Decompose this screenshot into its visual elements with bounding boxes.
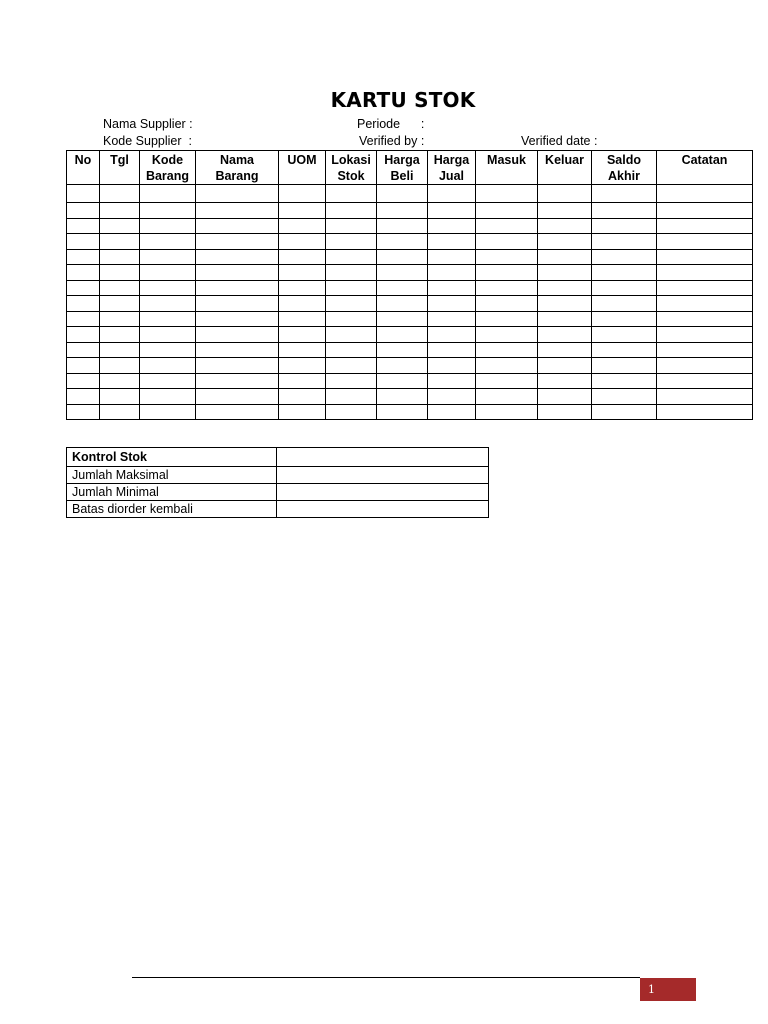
kontrol-header-label: Kontrol Stok [67,448,277,467]
stock-table-header-row [67,151,753,185]
stock-table-cell[interactable] [476,358,538,374]
stock-table-cell[interactable] [100,249,140,265]
stock-table-cell[interactable] [657,389,753,405]
kontrol-header-row [67,448,489,467]
stock-table-cell[interactable] [326,185,377,203]
stock-table-cell[interactable] [67,185,100,203]
stock-table-cell[interactable] [377,265,428,281]
kontrol-row-label: Jumlah Minimal [67,484,277,501]
stock-table-cell[interactable] [657,185,753,203]
stock-table-cell[interactable] [657,234,753,250]
stock-table-cell[interactable] [279,404,326,420]
stock-table-cell[interactable] [67,265,100,281]
stock-table-cell[interactable] [538,185,592,203]
stock-table-cell[interactable] [538,358,592,374]
stock-table-cell[interactable] [657,296,753,312]
stock-table-cell[interactable] [196,249,279,265]
stock-table-cell[interactable] [592,358,657,374]
stock-table-cell[interactable] [476,311,538,327]
stock-table-cell[interactable] [100,265,140,281]
stock-table-cell[interactable] [326,327,377,343]
stock-table-cell[interactable] [140,218,196,234]
stock-table-cell[interactable] [377,311,428,327]
stock-table-cell[interactable] [196,218,279,234]
stock-table-cell[interactable] [538,203,592,219]
kode-supplier-label: Kode Supplier : [103,134,192,148]
header-keluar: Keluar [538,151,592,185]
stock-table-cell[interactable] [326,280,377,296]
stock-table-cell[interactable] [592,373,657,389]
stock-table-cell[interactable] [592,280,657,296]
header-tgl: Tgl [100,151,140,185]
stock-table-cell[interactable] [67,327,100,343]
stock-table-cell[interactable] [67,203,100,219]
stock-table-cell[interactable] [100,327,140,343]
stock-table-cell[interactable] [476,280,538,296]
stock-table-cell[interactable] [428,234,476,250]
stock-table-cell[interactable] [657,327,753,343]
kontrol-stok-table [66,447,489,518]
stock-table-cell[interactable] [428,296,476,312]
header-catatan: Catatan [657,151,753,185]
stock-table-cell[interactable] [538,249,592,265]
stock-table-cell[interactable] [592,185,657,203]
stock-table-cell[interactable] [592,234,657,250]
stock-table-cell[interactable] [140,234,196,250]
stock-table-cell[interactable] [100,280,140,296]
stock-table-cell[interactable] [326,404,377,420]
stock-table-cell[interactable] [100,389,140,405]
stock-table-cell[interactable] [140,185,196,203]
stock-table-cell[interactable] [476,389,538,405]
stock-table-cell[interactable] [326,203,377,219]
stock-table-cell[interactable] [326,234,377,250]
stock-table-cell[interactable] [592,342,657,358]
stock-table-row [67,185,753,203]
kontrol-row-value[interactable] [277,467,489,484]
stock-table-cell[interactable] [428,280,476,296]
stock-table-cell[interactable] [657,249,753,265]
stock-table-cell[interactable] [476,404,538,420]
stock-table-cell[interactable] [67,234,100,250]
stock-table-cell[interactable] [326,358,377,374]
header-harga-jual: Harga Jual [428,151,476,185]
header-harga-beli: Harga Beli [377,151,428,185]
stock-table-cell[interactable] [140,265,196,281]
stock-table-cell[interactable] [196,389,279,405]
stock-table-cell[interactable] [377,185,428,203]
stock-table-cell[interactable] [67,311,100,327]
stock-table-cell[interactable] [100,311,140,327]
stock-table-cell[interactable] [538,218,592,234]
stock-table-cell[interactable] [279,218,326,234]
verified-by-label: Verified by : [359,134,425,148]
stock-table-cell[interactable] [428,327,476,343]
stock-table-cell[interactable] [326,218,377,234]
stock-table-cell[interactable] [140,404,196,420]
stock-table-cell[interactable] [657,358,753,374]
stock-table-cell[interactable] [592,265,657,281]
stock-table-cell[interactable] [657,404,753,420]
stock-table-cell[interactable] [428,358,476,374]
stock-table-cell[interactable] [428,218,476,234]
stock-table-cell[interactable] [279,234,326,250]
stock-table-cell[interactable] [538,280,592,296]
stock-table-cell[interactable] [196,234,279,250]
kontrol-row-value[interactable] [277,484,489,501]
stock-table-cell[interactable] [476,342,538,358]
stock-table-cell[interactable] [377,389,428,405]
stock-table-cell[interactable] [279,265,326,281]
stock-table-cell[interactable] [476,296,538,312]
header-lokasi-stok: Lokasi Stok [326,151,377,185]
stock-table-cell[interactable] [326,389,377,405]
stock-table-cell[interactable] [279,296,326,312]
stock-table-cell[interactable] [476,234,538,250]
stock-table-cell[interactable] [140,327,196,343]
stock-table-cell[interactable] [279,203,326,219]
stock-table-cell[interactable] [592,203,657,219]
stock-table-cell[interactable] [657,203,753,219]
stock-table-cell[interactable] [657,342,753,358]
stock-table-cell[interactable] [377,358,428,374]
stock-table-cell[interactable] [657,311,753,327]
stock-table-cell[interactable] [538,265,592,281]
stock-table-cell[interactable] [326,342,377,358]
stock-table-cell[interactable] [140,358,196,374]
stock-table-cell[interactable] [538,327,592,343]
stock-table-row [67,311,753,327]
stock-table-cell[interactable] [428,203,476,219]
stock-table-cell[interactable] [279,373,326,389]
stock-table-cell[interactable] [377,373,428,389]
stock-table-cell[interactable] [377,234,428,250]
stock-table-cell[interactable] [538,311,592,327]
stock-table-cell[interactable] [279,311,326,327]
stock-table-cell[interactable] [538,389,592,405]
kontrol-row [67,484,489,501]
stock-table-cell[interactable] [67,342,100,358]
stock-table-cell[interactable] [196,296,279,312]
stock-table-cell[interactable] [279,358,326,374]
stock-table-cell[interactable] [140,311,196,327]
stock-table-cell[interactable] [196,373,279,389]
stock-table-cell[interactable] [592,311,657,327]
stock-table-row [67,358,753,374]
header-no: No [67,151,100,185]
footer-divider [132,977,640,978]
stock-table-cell[interactable] [140,203,196,219]
stock-table-cell[interactable] [428,185,476,203]
stock-table-cell[interactable] [140,280,196,296]
stock-table-cell[interactable] [428,342,476,358]
stock-table-row [67,249,753,265]
stock-table-cell[interactable] [196,265,279,281]
nama-supplier-label: Nama Supplier : [103,117,193,131]
stock-table-cell[interactable] [592,249,657,265]
stock-table-cell[interactable] [196,311,279,327]
stock-table-cell[interactable] [428,373,476,389]
stock-table-cell[interactable] [428,249,476,265]
stock-table-cell[interactable] [657,265,753,281]
stock-table-cell[interactable] [140,389,196,405]
stock-table-cell[interactable] [67,296,100,312]
stock-table-row [67,373,753,389]
stock-table-cell[interactable] [279,327,326,343]
stock-table-cell[interactable] [326,265,377,281]
stock-table-cell[interactable] [538,404,592,420]
stock-table-row [67,234,753,250]
stock-table-cell[interactable] [538,234,592,250]
stock-table-cell[interactable] [67,389,100,405]
stock-table-cell[interactable] [279,249,326,265]
stock-table-cell[interactable] [196,404,279,420]
stock-table-cell[interactable] [592,389,657,405]
stock-table-cell[interactable] [476,218,538,234]
stock-table-row [67,203,753,219]
stock-table-cell[interactable] [377,249,428,265]
stock-table-cell[interactable] [377,296,428,312]
stock-table-cell[interactable] [100,358,140,374]
page-number-badge: 1 [640,978,696,1001]
header-saldo-akhir: Saldo Akhir [592,151,657,185]
stock-table-cell[interactable] [67,280,100,296]
stock-table-row [67,218,753,234]
kontrol-row [67,501,489,518]
verified-date-label: Verified date : [521,134,598,148]
stock-card-table [66,150,753,420]
stock-table-cell[interactable] [326,373,377,389]
stock-table-cell[interactable] [326,311,377,327]
kontrol-row-label: Batas diorder kembali [67,501,277,518]
stock-table-cell[interactable] [67,373,100,389]
stock-table-cell[interactable] [377,203,428,219]
stock-table-row [67,280,753,296]
stock-table-cell[interactable] [100,373,140,389]
stock-table-cell[interactable] [100,218,140,234]
stock-table-cell[interactable] [476,265,538,281]
stock-table-cell[interactable] [100,342,140,358]
stock-table-cell[interactable] [592,218,657,234]
stock-table-cell[interactable] [100,296,140,312]
stock-table-cell[interactable] [428,265,476,281]
stock-table-cell[interactable] [657,218,753,234]
stock-table-cell[interactable] [100,234,140,250]
kontrol-header-value[interactable] [277,448,489,467]
stock-table-cell[interactable] [100,404,140,420]
stock-table-cell[interactable] [592,296,657,312]
stock-table-cell[interactable] [377,404,428,420]
stock-table-cell[interactable] [657,373,753,389]
stock-table-cell[interactable] [279,389,326,405]
stock-table-cell[interactable] [100,185,140,203]
stock-table-cell[interactable] [196,203,279,219]
stock-table-cell[interactable] [279,280,326,296]
document-title: KARTU STOK [330,88,476,112]
stock-table-cell[interactable] [140,373,196,389]
stock-table-cell[interactable] [476,327,538,343]
stock-table-cell[interactable] [377,327,428,343]
stock-table-cell[interactable] [592,327,657,343]
stock-table-cell[interactable] [67,358,100,374]
stock-table-cell[interactable] [326,296,377,312]
kontrol-row [67,467,489,484]
stock-table-cell[interactable] [538,296,592,312]
kontrol-row-label: Jumlah Maksimal [67,467,277,484]
stock-table-row [67,296,753,312]
stock-table-cell[interactable] [476,185,538,203]
header-masuk: Masuk [476,151,538,185]
stock-table-cell[interactable] [140,249,196,265]
stock-table-cell[interactable] [279,342,326,358]
stock-table-cell[interactable] [196,327,279,343]
periode-label: Periode : [357,117,425,131]
stock-table-cell[interactable] [196,342,279,358]
stock-table-cell[interactable] [538,373,592,389]
stock-table-cell[interactable] [428,404,476,420]
kontrol-row-value[interactable] [277,501,489,518]
stock-table-cell[interactable] [592,404,657,420]
stock-table-cell[interactable] [67,218,100,234]
stock-table-cell[interactable] [377,342,428,358]
stock-table-row [67,342,753,358]
stock-table-cell[interactable] [326,249,377,265]
stock-table-cell[interactable] [100,203,140,219]
stock-table-cell[interactable] [476,373,538,389]
stock-table-cell[interactable] [67,249,100,265]
stock-table-row [67,265,753,281]
stock-table-cell[interactable] [377,218,428,234]
stock-table-cell[interactable] [67,404,100,420]
stock-table-cell[interactable] [279,185,326,203]
stock-table-row [67,327,753,343]
header-nama-barang: Nama Barang [196,151,279,185]
stock-table-cell[interactable] [140,342,196,358]
header-kode-barang: Kode Barang [140,151,196,185]
stock-table-cell[interactable] [196,358,279,374]
stock-table-cell[interactable] [538,342,592,358]
stock-table-row [67,404,753,420]
stock-table-cell[interactable] [196,185,279,203]
stock-table-cell[interactable] [377,280,428,296]
stock-table-cell[interactable] [428,389,476,405]
stock-table-cell[interactable] [657,280,753,296]
stock-table-cell[interactable] [140,296,196,312]
header-uom: UOM [279,151,326,185]
stock-table-row [67,389,753,405]
stock-table-cell[interactable] [476,249,538,265]
stock-table-cell[interactable] [428,311,476,327]
stock-table-cell[interactable] [476,203,538,219]
stock-table-cell[interactable] [196,280,279,296]
